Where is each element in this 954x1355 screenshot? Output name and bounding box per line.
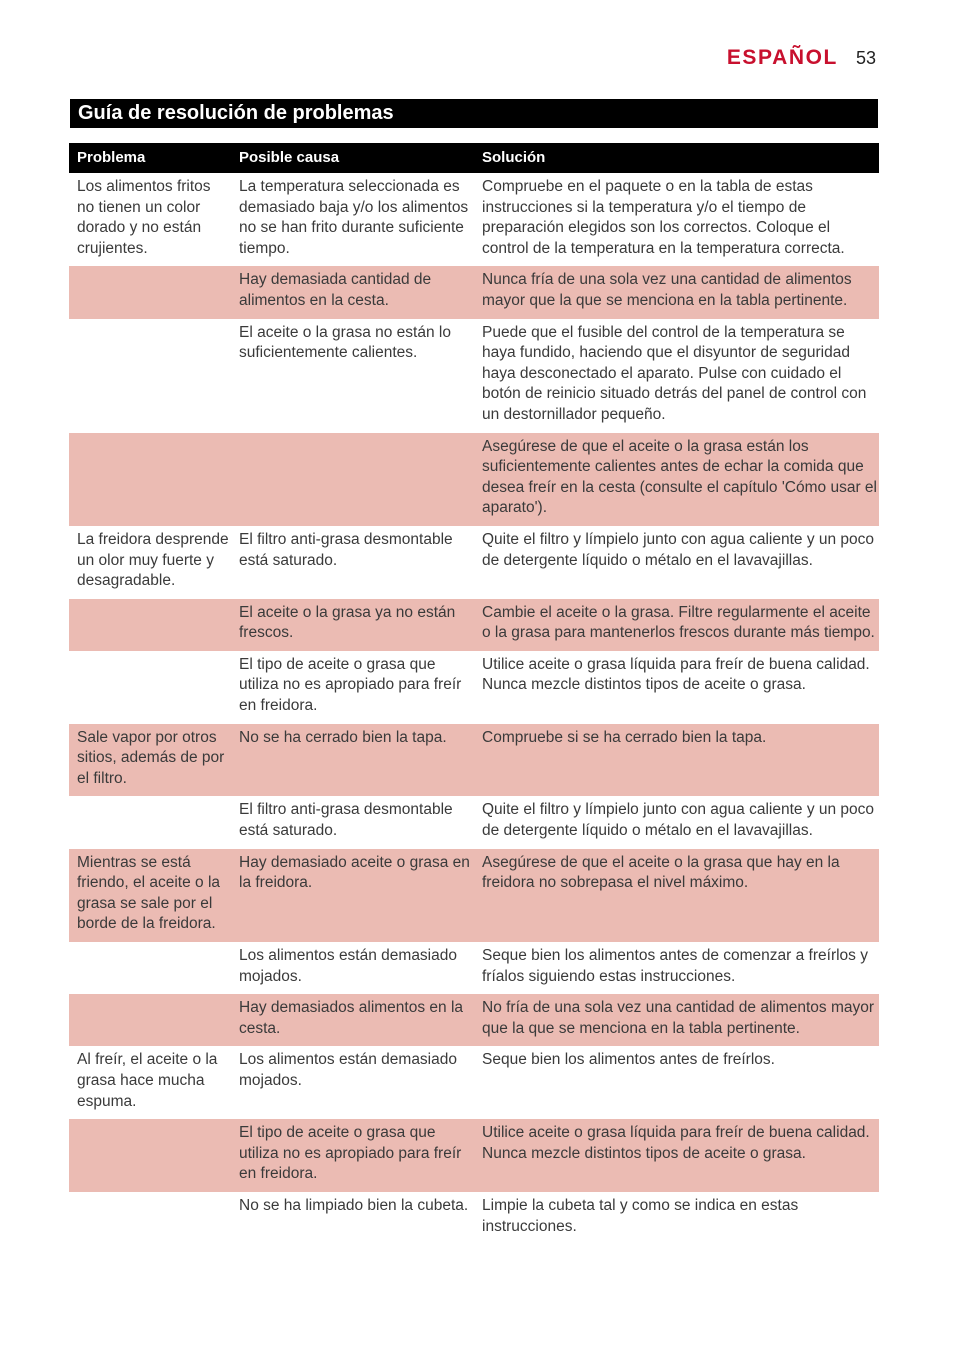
problem-cell bbox=[69, 599, 231, 651]
problem-cell bbox=[69, 796, 231, 848]
table-row bbox=[69, 319, 879, 433]
troubleshooting-table bbox=[69, 143, 879, 1244]
problem-cell: Sale vapor por otros sitios, además de por el filtro. bbox=[77, 728, 225, 787]
solution-cell: Seque bien los alimentos antes de freírlos. bbox=[482, 1051, 775, 1069]
table-row bbox=[69, 433, 879, 526]
problem-cell: Mientras se está friendo, el aceite o la grasa se sale por el borde de la freidora. bbox=[77, 853, 221, 933]
cause-cell: No se ha limpiado bien la cubeta. bbox=[239, 1196, 469, 1214]
solution-cell: Cambie el aceite o la grasa. Filtre regularmente el aceite o la grasa para mantenerlos frescos durante más tiempo. bbox=[482, 603, 875, 642]
table-row bbox=[69, 173, 879, 266]
cause-cell: El aceite o la grasa ya no están frescos. bbox=[239, 603, 456, 642]
table-row bbox=[69, 796, 879, 848]
table-row bbox=[69, 651, 879, 724]
column-header-cause: Posible causa bbox=[239, 149, 340, 166]
cause-cell: El tipo de aceite o grasa que utiliza no es apropiado para freír en freidora. bbox=[239, 655, 462, 715]
table-row bbox=[69, 599, 879, 651]
table-row bbox=[69, 942, 879, 994]
solution-cell: Utilice aceite o grasa líquida para freír de buena calidad. Nunca mezcle distintos tipos de aceite o grasa. bbox=[482, 655, 870, 694]
cause-cell bbox=[231, 433, 474, 526]
problem-cell bbox=[69, 1119, 231, 1192]
solution-cell: Seque bien los alimentos antes de comenzar a freírlos y fríalos siguiendo estas instrucciones. bbox=[482, 947, 868, 985]
solution-cell: No fría de una sola vez una cantidad de alimentos mayor que la que se menciona en la tabla pertinente. bbox=[482, 999, 875, 1037]
solution-cell: Asegúrese de que el aceite o la grasa están los suficientemente calientes antes de echar la comida que desea freír en la cesta (consulte el capítulo 'Cómo usar el aparato'). bbox=[482, 437, 877, 517]
problem-cell bbox=[69, 266, 231, 318]
table-row bbox=[69, 1119, 879, 1192]
table-row bbox=[69, 724, 879, 797]
cause-cell: El tipo de aceite o grasa que utiliza no es apropiado para freír en freidora. bbox=[239, 1124, 462, 1183]
table-row bbox=[69, 1192, 879, 1244]
cause-cell: Los alimentos están demasiado mojados. bbox=[239, 947, 457, 985]
problem-cell bbox=[69, 433, 231, 526]
problem-cell: La freidora desprende un olor muy fuerte y desagradable. bbox=[77, 530, 229, 590]
table-header bbox=[69, 143, 879, 173]
column-header-problem: Problema bbox=[77, 149, 146, 166]
solution-cell: Utilice aceite o grasa líquida para freír de buena calidad. Nunca mezcle distintos tipos de aceite o grasa. bbox=[482, 1124, 870, 1162]
solution-cell: Compruebe en el paquete o en la tabla de estas instrucciones si la temperatura y/o el tiempo de preparación elegidos son los correctos. Coloque el control de la temperatura en la temperatura correcta. bbox=[482, 178, 845, 257]
problem-cell bbox=[69, 994, 231, 1046]
solution-cell: Asegúrese de que el aceite o la grasa que hay en la freidora no sobrepasa el nivel máximo. bbox=[482, 853, 840, 892]
table-row bbox=[69, 849, 879, 942]
table-row bbox=[69, 266, 879, 318]
cause-cell: Hay demasiados alimentos en la cesta. bbox=[239, 999, 464, 1037]
problem-cell bbox=[69, 651, 231, 724]
problem-cell: Al freír, el aceite o la grasa hace mucha espuma. bbox=[77, 1051, 218, 1110]
language-label: ESPAÑOL bbox=[726, 46, 838, 69]
table-row bbox=[69, 1046, 879, 1119]
table-body bbox=[69, 173, 879, 1244]
cause-cell: Hay demasiado aceite o grasa en la freidora. bbox=[239, 853, 470, 892]
problem-cell bbox=[69, 319, 231, 433]
solution-cell: Nunca fría de una sola vez una cantidad de alimentos mayor que la que se menciona en la tabla pertinente. bbox=[482, 271, 852, 309]
page-header bbox=[727, 46, 876, 70]
solution-cell: Puede que el fusible del control de la temperatura se haya fundido, haciendo que el disyuntor de seguridad haya desconectado el aparato. Pulse con cuidado el botón de reinicio situado detrás del panel de control con un destornillador pequeño. bbox=[482, 323, 867, 423]
table-row bbox=[69, 526, 879, 599]
section-title: Guía de resolución de problemas bbox=[70, 99, 878, 128]
cause-cell: El aceite o la grasa no están lo suficientemente calientes. bbox=[239, 323, 451, 362]
cause-cell: La temperatura seleccionada es demasiado baja y/o los alimentos no se han frito durante suficiente tiempo. bbox=[239, 178, 469, 257]
cause-cell: Los alimentos están demasiado mojados. bbox=[239, 1051, 457, 1089]
cause-cell: El filtro anti-grasa desmontable está saturado. bbox=[239, 530, 453, 569]
solution-cell: Quite el filtro y límpielo junto con agua caliente y un poco de detergente líquido o métalo en el lavavajillas. bbox=[482, 801, 875, 840]
column-header-solution: Solución bbox=[482, 149, 546, 166]
solution-cell: Limpie la cubeta tal y como se indica en estas instrucciones. bbox=[482, 1196, 799, 1235]
cause-cell: El filtro anti-grasa desmontable está saturado. bbox=[239, 801, 453, 840]
problem-cell: Los alimentos fritos no tienen un color dorado y no están crujientes. bbox=[77, 178, 211, 257]
cause-cell: No se ha cerrado bien la tapa. bbox=[239, 728, 447, 746]
solution-cell: Quite el filtro y límpielo junto con agua caliente y un poco de detergente líquido o métalo en el lavavajillas. bbox=[482, 530, 875, 569]
solution-cell: Compruebe si se ha cerrado bien la tapa. bbox=[482, 728, 767, 746]
problem-cell bbox=[69, 942, 231, 994]
problem-cell bbox=[69, 1192, 231, 1244]
page-number: 53 bbox=[855, 48, 876, 68]
cause-cell: Hay demasiada cantidad de alimentos en la cesta. bbox=[239, 271, 432, 309]
table-row bbox=[69, 994, 879, 1046]
